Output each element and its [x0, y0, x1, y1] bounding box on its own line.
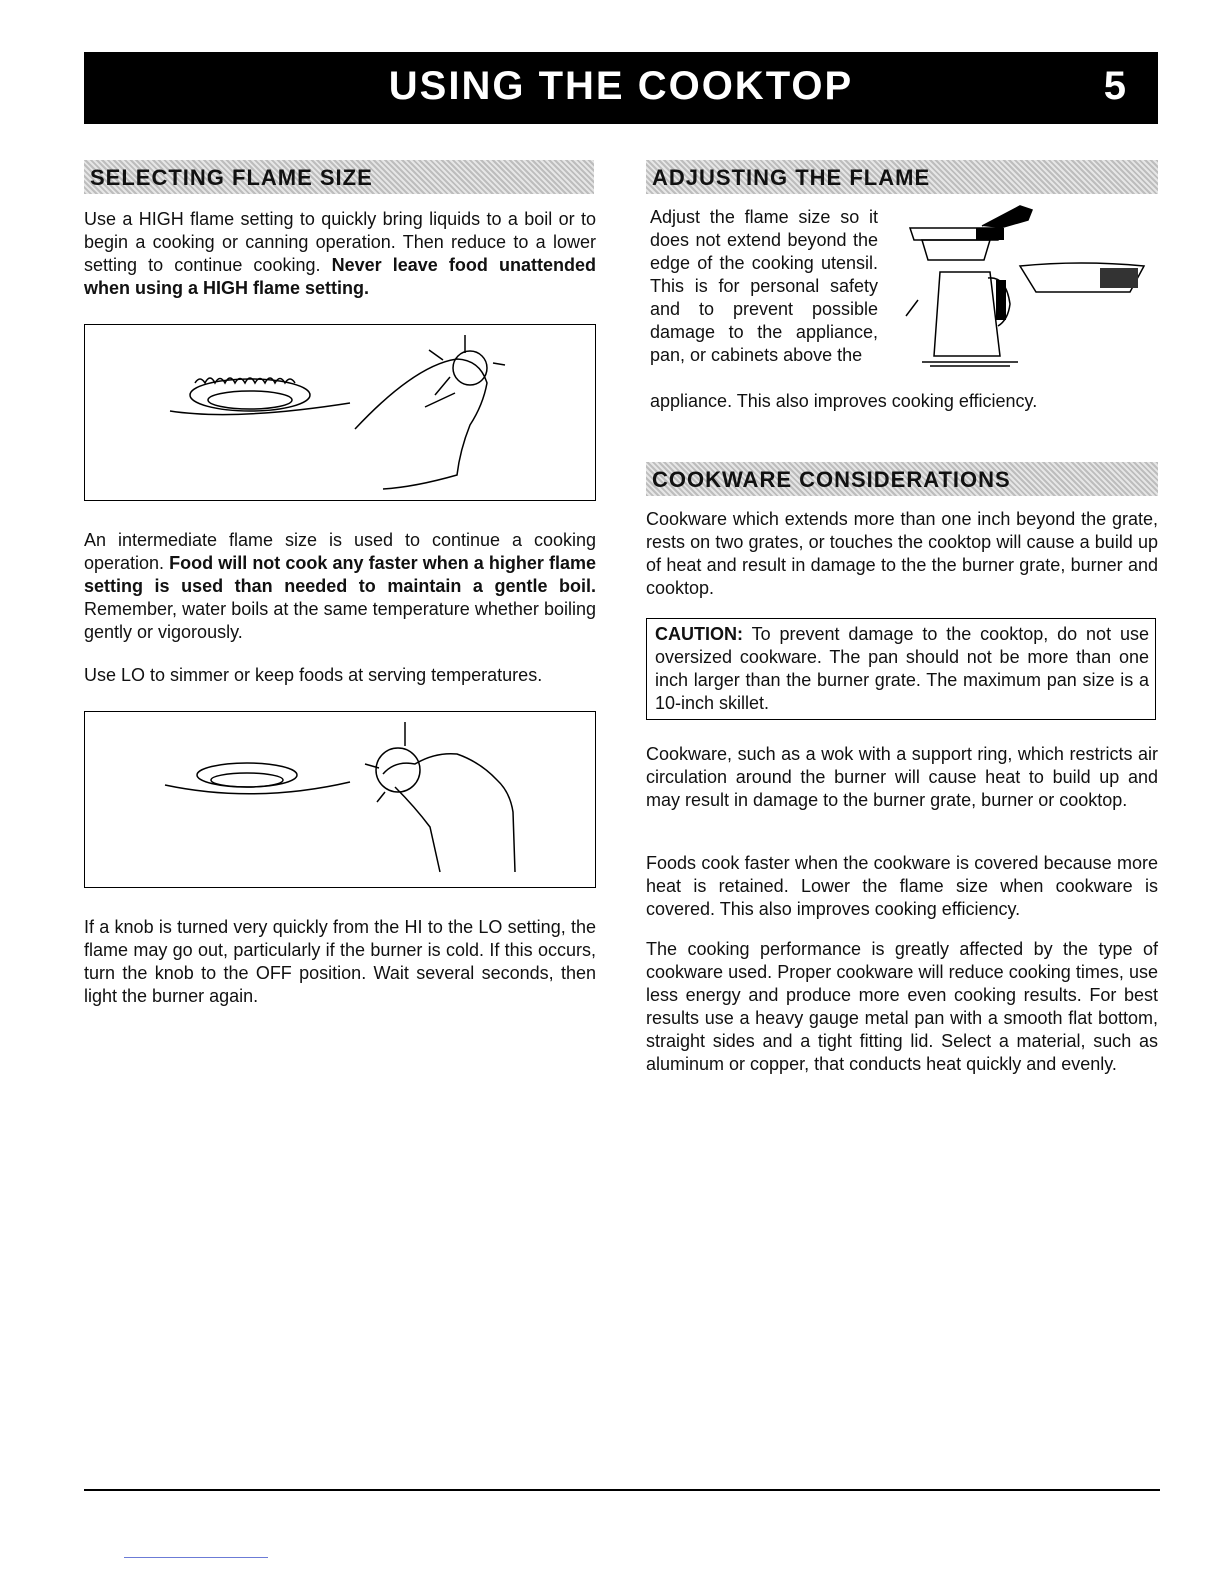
page-number: 5	[1103, 64, 1126, 108]
caution-text: To prevent damage to the cooktop, do not use oversized cookware. The pan should not be more than one inch larger than the burner grate. The maximum pan size is a 10-inch skillet.	[655, 624, 1149, 713]
figure-low-flame-knob	[84, 711, 596, 888]
paragraph-high-flame: Use a HIGH flame setting to quickly bring liquids to a boil or to begin a cooking or canning operation. Then reduce to a lower setting to continue cooking. Never leave food unattended when using a HIGH flame setting.	[84, 209, 596, 298]
section-heading-adjusting-the-flame	[646, 160, 1158, 194]
paragraph-cooking-performance: The cooking performance is greatly affected by the type of cookware used. Proper cookware will reduce cooking times, use less energy and produce more even cooking results. For best results use a heavy gauge metal pan with a smooth flat bottom, straight sides and a tight fitting lid. Select a material, such as aluminum or copper, that conducts heat quickly and evenly.	[646, 939, 1158, 1074]
page-title: USING THE COOKTOP	[388, 64, 854, 108]
cookware-illustration	[900, 196, 1152, 386]
warning-bold-text: Never leave food unattended when using a HIGH flame setting.	[84, 255, 596, 298]
figure-high-flame-knob	[84, 324, 596, 501]
heading-text: SELECTING FLAME SIZE	[90, 165, 373, 190]
paragraph-lo-simmer: Use LO to simmer or keep foods at serving temperatures.	[84, 665, 543, 685]
heading-text: COOKWARE CONSIDERATIONS	[652, 467, 1011, 492]
section-heading-selecting-flame-size	[84, 160, 594, 194]
caution-box	[646, 618, 1156, 720]
paragraph-cookware-size: Cookware which extends more than one inch beyond the grate, rests on two grates, or touches the cooktop will cause a build up of heat and result in damage to the the burner grate, burner and cooktop.	[646, 509, 1158, 598]
footer-line	[124, 1557, 268, 1558]
paragraph-knob-warning: If a knob is turned very quickly from the HI to the LO setting, the flame may go out, particularly if the burner is cold. If this occurs, turn the knob to the OFF position. Wait several seconds, then light the burner again.	[84, 917, 596, 1006]
bottom-divider	[84, 1489, 1160, 1491]
paragraph-wok-support-ring: Cookware, such as a wok with a support ring, which restricts air circulation around the burner will cause heat to build up and may result in damage to the burner grate, burner or cooktop.	[646, 744, 1158, 810]
burner-high-flame-illustration	[85, 325, 595, 500]
burner-low-flame-illustration	[85, 712, 595, 887]
paragraph-intermediate-flame: An intermediate flame size is used to continue a cooking operation. Food will not cook any faster when a higher flame setting is used than needed to maintain a gentle boil. Remember, water boils at the same temperature whether boiling gently or vigorously.	[84, 530, 596, 642]
paragraph-adjust-flame: Adjust the flame size so it does not extend beyond the edge of the cooking utensil. This is for personal safety and to prevent possible damage to the appliance, pan, or cabinets above the	[650, 207, 878, 365]
paragraph-covered-cookware: Foods cook faster when the cookware is covered because more heat is retained. Lower the flame size when cookware is covered. This also improves cooking efficiency.	[646, 853, 1158, 919]
heading-text: ADJUSTING THE FLAME	[652, 165, 931, 190]
page-header	[84, 52, 1158, 124]
caution-label: CAUTION:	[655, 624, 743, 644]
section-heading-cookware-considerations	[646, 462, 1158, 496]
paragraph-adjust-flame-tail: appliance. This also improves cooking efficiency.	[650, 391, 1038, 411]
bold-statement: Food will not cook any faster when a higher flame setting is used than needed to maintain a gentle boil.	[84, 553, 596, 596]
